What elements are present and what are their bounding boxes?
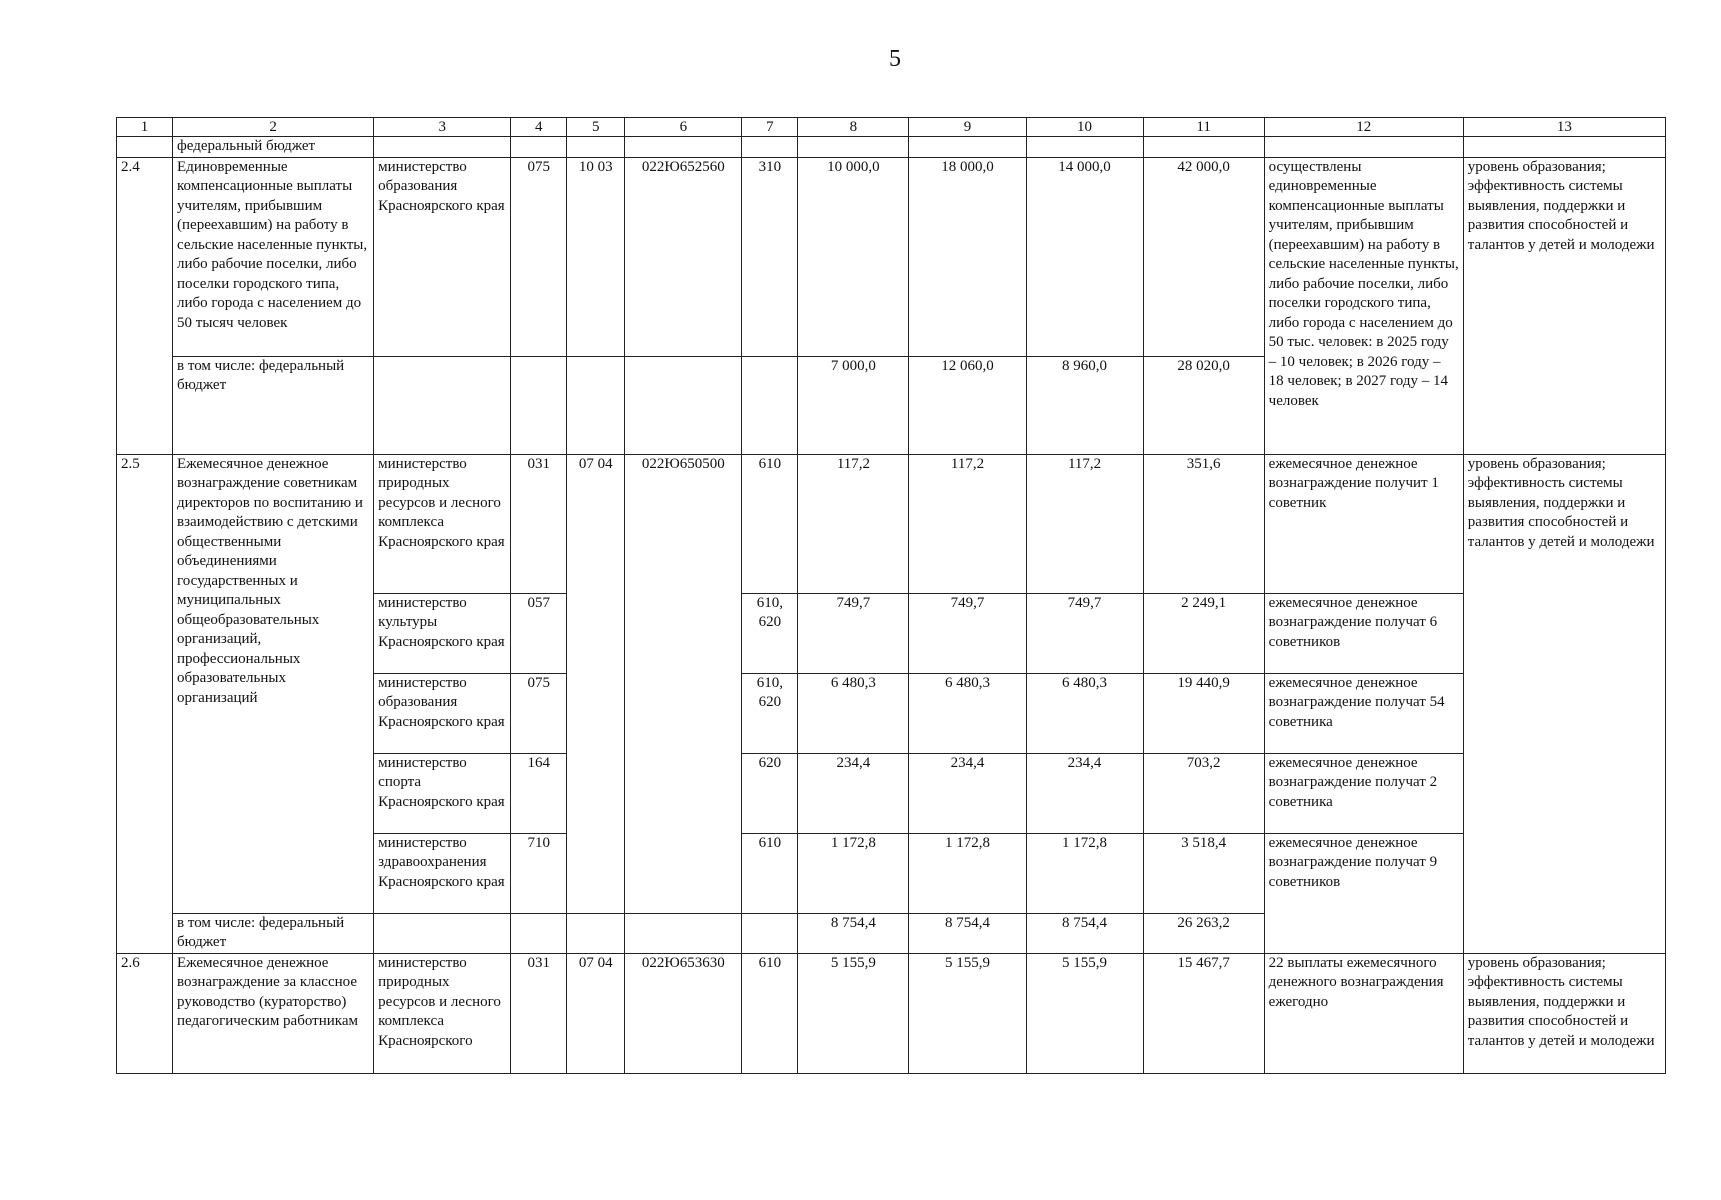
value-2026: 5 155,9 [909,953,1026,1073]
col7: 610 [742,953,798,1073]
indicator-text: уровень образования; эффективность системы выявления, поддержки и развития способностей и талантов у детей и молодежи [1463,157,1665,454]
table-row [117,137,1666,158]
col7: 610, 620 [742,593,798,673]
col5: 07 04 [567,953,625,1073]
value-2025: 10 000,0 [798,157,909,356]
row-org: министерство образования Красноярского края [374,157,511,356]
col4: 031 [511,454,567,593]
row-org: министерство образования Красноярского края [374,673,511,753]
col6: 022Ю650500 [625,454,742,913]
header-cell: 6 [625,118,742,137]
sub-value-2025: 7 000,0 [798,356,909,454]
col7: 610 [742,454,798,593]
row-org: министерство культуры Красноярского края [374,593,511,673]
sub-value-total: 28 020,0 [1143,356,1264,454]
col6: 022Ю653630 [625,953,742,1073]
result-text: ежемесячное денежное вознаграждение получат 2 советника [1264,753,1463,833]
value-total: 3 518,4 [1143,833,1264,913]
result-text: ежемесячное денежное вознаграждение получат 54 советника [1264,673,1463,753]
header-cell: 5 [567,118,625,137]
value-2026: 1 172,8 [909,833,1026,913]
value-2027: 1 172,8 [1026,833,1143,913]
row-org: министерство природных ресурсов и лесного комплекса Красноярского края [374,454,511,593]
col5: 10 03 [567,157,625,356]
value-2027: 234,4 [1026,753,1143,833]
header-cell: 1 [117,118,173,137]
result-text: 22 выплаты ежемесячного денежного вознаграждения ежегодно [1264,953,1463,1073]
header-row [117,118,1666,137]
value-2027: 117,2 [1026,454,1143,593]
value-2025: 5 155,9 [798,953,909,1073]
header-cell: 8 [798,118,909,137]
sub-name: в том числе: федеральный бюджет [173,356,374,454]
row-name: федеральный бюджет [173,137,374,158]
value-2025: 234,4 [798,753,909,833]
result-text: ежемесячное денежное вознаграждение получит 1 советник [1264,454,1463,593]
row-org: министерство природных ресурсов и лесного комплекса Красноярского [374,953,511,1073]
col4: 075 [511,673,567,753]
value-total: 15 467,7 [1143,953,1264,1073]
row-name: Единовременные компенсационные выплаты учителям, прибывшим (переехавшим) на работу в сельские населенные пункты, либо рабочие поселки, либо поселки городского типа, либо города с населением до 50 тысяч человек [173,157,374,356]
value-2025: 117,2 [798,454,909,593]
col4: 057 [511,593,567,673]
value-total: 351,6 [1143,454,1264,593]
value-total: 42 000,0 [1143,157,1264,356]
col4: 075 [511,157,567,356]
sub-value-2025: 8 754,4 [798,913,909,953]
col4: 164 [511,753,567,833]
header-cell: 2 [173,118,374,137]
header-cell: 12 [1264,118,1463,137]
result-text: ежемесячное денежное вознаграждение получат 9 советников [1264,833,1463,953]
row-number: 2.5 [117,454,173,953]
row-name: Ежемесячное денежное вознаграждение советникам директоров по воспитанию и взаимодействию с детскими общественными объединениями государственных и муниципальных общеобразовательных организаций, профессиональных образовательных организаций [173,454,374,913]
sub-value-2026: 12 060,0 [909,356,1026,454]
col7: 610 [742,833,798,913]
header-cell: 4 [511,118,567,137]
value-2026: 6 480,3 [909,673,1026,753]
indicator-text: уровень образования; эффективность системы выявления, поддержки и развития способностей и талантов у детей и молодежи [1463,454,1665,953]
value-2025: 6 480,3 [798,673,909,753]
row-number: 2.6 [117,953,173,1073]
value-2027: 749,7 [1026,593,1143,673]
value-2026: 18 000,0 [909,157,1026,356]
value-total: 703,2 [1143,753,1264,833]
sub-value-total: 26 263,2 [1143,913,1264,953]
sub-name: в том числе: федеральный бюджет [173,913,374,953]
sub-value-2026: 8 754,4 [909,913,1026,953]
value-2027: 14 000,0 [1026,157,1143,356]
col7: 620 [742,753,798,833]
col6: 022Ю652560 [625,157,742,356]
row-number: 2.4 [117,157,173,454]
indicator-text: уровень образования; эффективность системы выявления, поддержки и развития способностей и талантов у детей и молодежи [1463,953,1665,1073]
value-2026: 117,2 [909,454,1026,593]
sub-value-2027: 8 754,4 [1026,913,1143,953]
header-cell: 9 [909,118,1026,137]
header-cell: 3 [374,118,511,137]
row-org: министерство здравоохранения Красноярского края [374,833,511,913]
value-2026: 234,4 [909,753,1026,833]
value-total: 19 440,9 [1143,673,1264,753]
col4: 710 [511,833,567,913]
value-2026: 749,7 [909,593,1026,673]
cell [117,137,173,158]
header-cell: 11 [1143,118,1264,137]
value-2025: 749,7 [798,593,909,673]
row-name: Ежемесячное денежное вознаграждение за классное руководство (кураторство) педагогическим работникам [173,953,374,1073]
col7: 310 [742,157,798,356]
col5: 07 04 [567,454,625,913]
value-2027: 6 480,3 [1026,673,1143,753]
page-number: 5 [889,46,901,72]
result-text: осуществлены единовременные компенсационные выплаты учителям, прибывшим (переехавшим) на работу в сельские населенные пункты, либо рабочие поселки, либо поселки городского типа, либо города с населением до 50 тыс. человек: в 2025 году – 10 человек; в 2026 году – 18 человек; в 2027 году – 14 человек [1264,157,1463,454]
table-row [117,454,1666,593]
col4: 031 [511,953,567,1073]
header-cell: 13 [1463,118,1665,137]
table-row [117,953,1666,1073]
value-total: 2 249,1 [1143,593,1264,673]
row-org: министерство спорта Красноярского края [374,753,511,833]
sub-value-2027: 8 960,0 [1026,356,1143,454]
result-text: ежемесячное денежное вознаграждение получат 6 советников [1264,593,1463,673]
col7: 610, 620 [742,673,798,753]
header-cell: 7 [742,118,798,137]
value-2027: 5 155,9 [1026,953,1143,1073]
table-row [117,157,1666,356]
budget-table [116,117,1666,1074]
value-2025: 1 172,8 [798,833,909,913]
header-cell: 10 [1026,118,1143,137]
